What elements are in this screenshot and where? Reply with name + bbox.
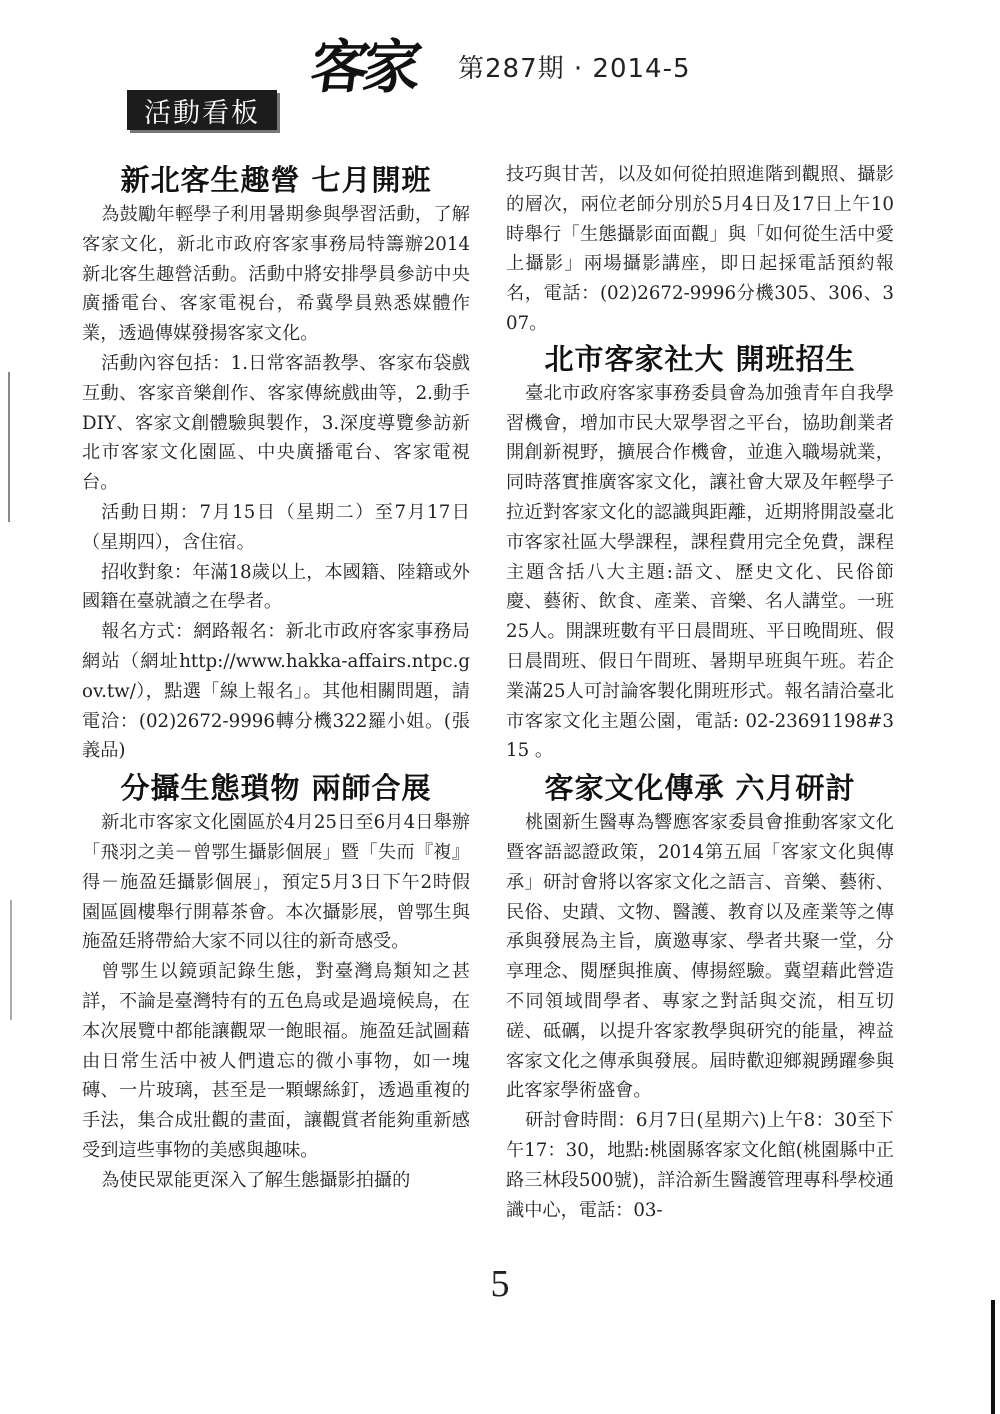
article-title: 北市客家社大 開班招生 [544,341,856,376]
issue-info: 第287期 · 2014-5 [458,54,691,84]
article-paragraph: 曾鄂生以鏡頭記錄生態，對臺灣鳥類知之甚詳，不論是臺灣特有的五色鳥或是過境候鳥，在本次展覽中都能讓觀眾一飽眼福。施盈廷試圖藉由日常生活中被人們遺忘的微小事物，如一塊磚、一片玻璃，甚至是一顆螺絲釘，透過重複的手法，集合成壯觀的畫面，讓觀賞者能夠重新感受到這些事物的美感與趣味。 [82,961,470,1161]
scan-artifact-bar [991,1300,995,1414]
scan-artifact-line [8,372,10,522]
article-paragraph: 活動內容包括：1.日常客語教學、客家布袋戲互動、客家音樂創作、客家傳統戲曲等，2.動手DIY、客家文創體驗與製作，3.深度導覽參訪新北市客家文化園區、中央廣播電台、客家電視台。 [82,352,470,494]
article-paragraph: 招收對象：年滿18歲以上，本國籍、陸籍或外國籍在臺就讀之在學者。 [82,561,470,613]
publication-logo: 客家 [306,33,421,101]
article-paragraph: 為鼓勵年輕學子利用暑期參與學習活動，了解客家文化，新北市政府客家事務局特籌辦2014新北客生趣營活動。活動中將安排學員參訪中央廣播電台、客家電視台，希冀學員熟悉媒體作業，透過傳媒發揚客家文化。 [82,204,470,345]
article-continuation: 技巧與甘苦，以及如何從拍照進階到觀照、攝影的層次，兩位老師分別於5月4日及17日上午10時舉行「生態攝影面面觀」與「如何從生活中愛上攝影」兩場攝影講座，即日起採電話預約報名，電話：(02)2672-9996分機305、306、307。 [506,164,894,334]
section-label: 活動看板 [127,90,277,130]
right-column [506,160,894,1227]
article-paragraph: 活動日期：7月15日（星期二）至7月17日（星期四），含住宿。 [82,501,470,553]
article-title: 新北客生趣營 七月開班 [120,163,432,197]
page-number: 5 [490,1263,510,1305]
masthead [0,18,1000,101]
article-title: 客家文化傳承 六月研討 [544,771,856,806]
article-paragraph: 新北市客家文化園區於4月25日至6月4日舉辦「飛羽之美－曾鄂生攝影個展」暨「失而『複』得－施盈廷攝影個展」，預定5月3日下午2時假園區圓樓舉行開幕茶會。本次攝影展，曾鄂生與施盈廷將帶給大家不同以往的新奇感受。 [82,812,470,953]
article-paragraph: 桃園新生醫專為響應客家委員會推動客家文化暨客語認證政策，2014第五屆「客家文化與傳承」研討會將以客家文化之語言、音樂、藝術、民俗、史蹟、文物、醫護、教育以及產業等之傳承與發展為主旨，廣邀專家、學者共聚一堂，分享理念、閱歷與推廣、傳揚經驗。冀望藉此營造不同領域間學者、專家之對話與交流，相互切磋、砥礪，以提升客家教學與研究的能量，裨益客家文化之傳承與發展。屆時歡迎鄉親踴躍參與此客家學術盛會。 [506,812,894,1102]
article-community-college [506,339,894,766]
article-photo-exhibition [82,768,470,1195]
article-title: 分攝生態瑣物 兩師合展 [120,771,432,806]
scan-artifact-line [10,900,12,1020]
left-column [82,160,470,1198]
article-paragraph: 為使民眾能更深入了解生態攝影拍攝的 [101,1169,411,1191]
article-culture-seminar [506,768,894,1225]
article-paragraph: 臺北市政府客家事務委員會為加強青年自我學習機會，增加市民大眾學習之平台，協助創業者開創新視野，擴展合作機會，並進入職場就業，同時落實推廣客家文化，讓社會大眾及年輕學子拉近對客家文化的認識與距離，近期將開設臺北市客家社區大學課程，課程費用完全免費，課程主題含括八大主題:語文、歷史文化、民俗節慶、藝術、飲食、產業、音樂、名人講堂。一班25人。開課班數有平日晨間班、平日晚間班、假日晨間班、假日午間班、暑期早班與午班。若企業滿25人可討論客製化開班形式。報名請洽臺北市客家文化主題公園，電話: 02-23691198#315 。 [506,382,894,762]
article-paragraph: 研討會時間：6月7日(星期六)上午8：30至下午17：30，地點:桃園縣客家文化館(桃園縣中正路三林段500號)，詳洽新生醫護管理專科學校通識中心，電話：03- [506,1110,894,1221]
article-paragraph: 報名方式：網路報名：新北市政府客家事務局網站（網址http://www.hakka-affairs.ntpc.gov.tw/），點選「線上報名」。其他相關問題，請電洽：(02)2672-9996轉分機322羅小姐。(張義品) [82,621,470,762]
article-hakka-camp [82,160,470,766]
